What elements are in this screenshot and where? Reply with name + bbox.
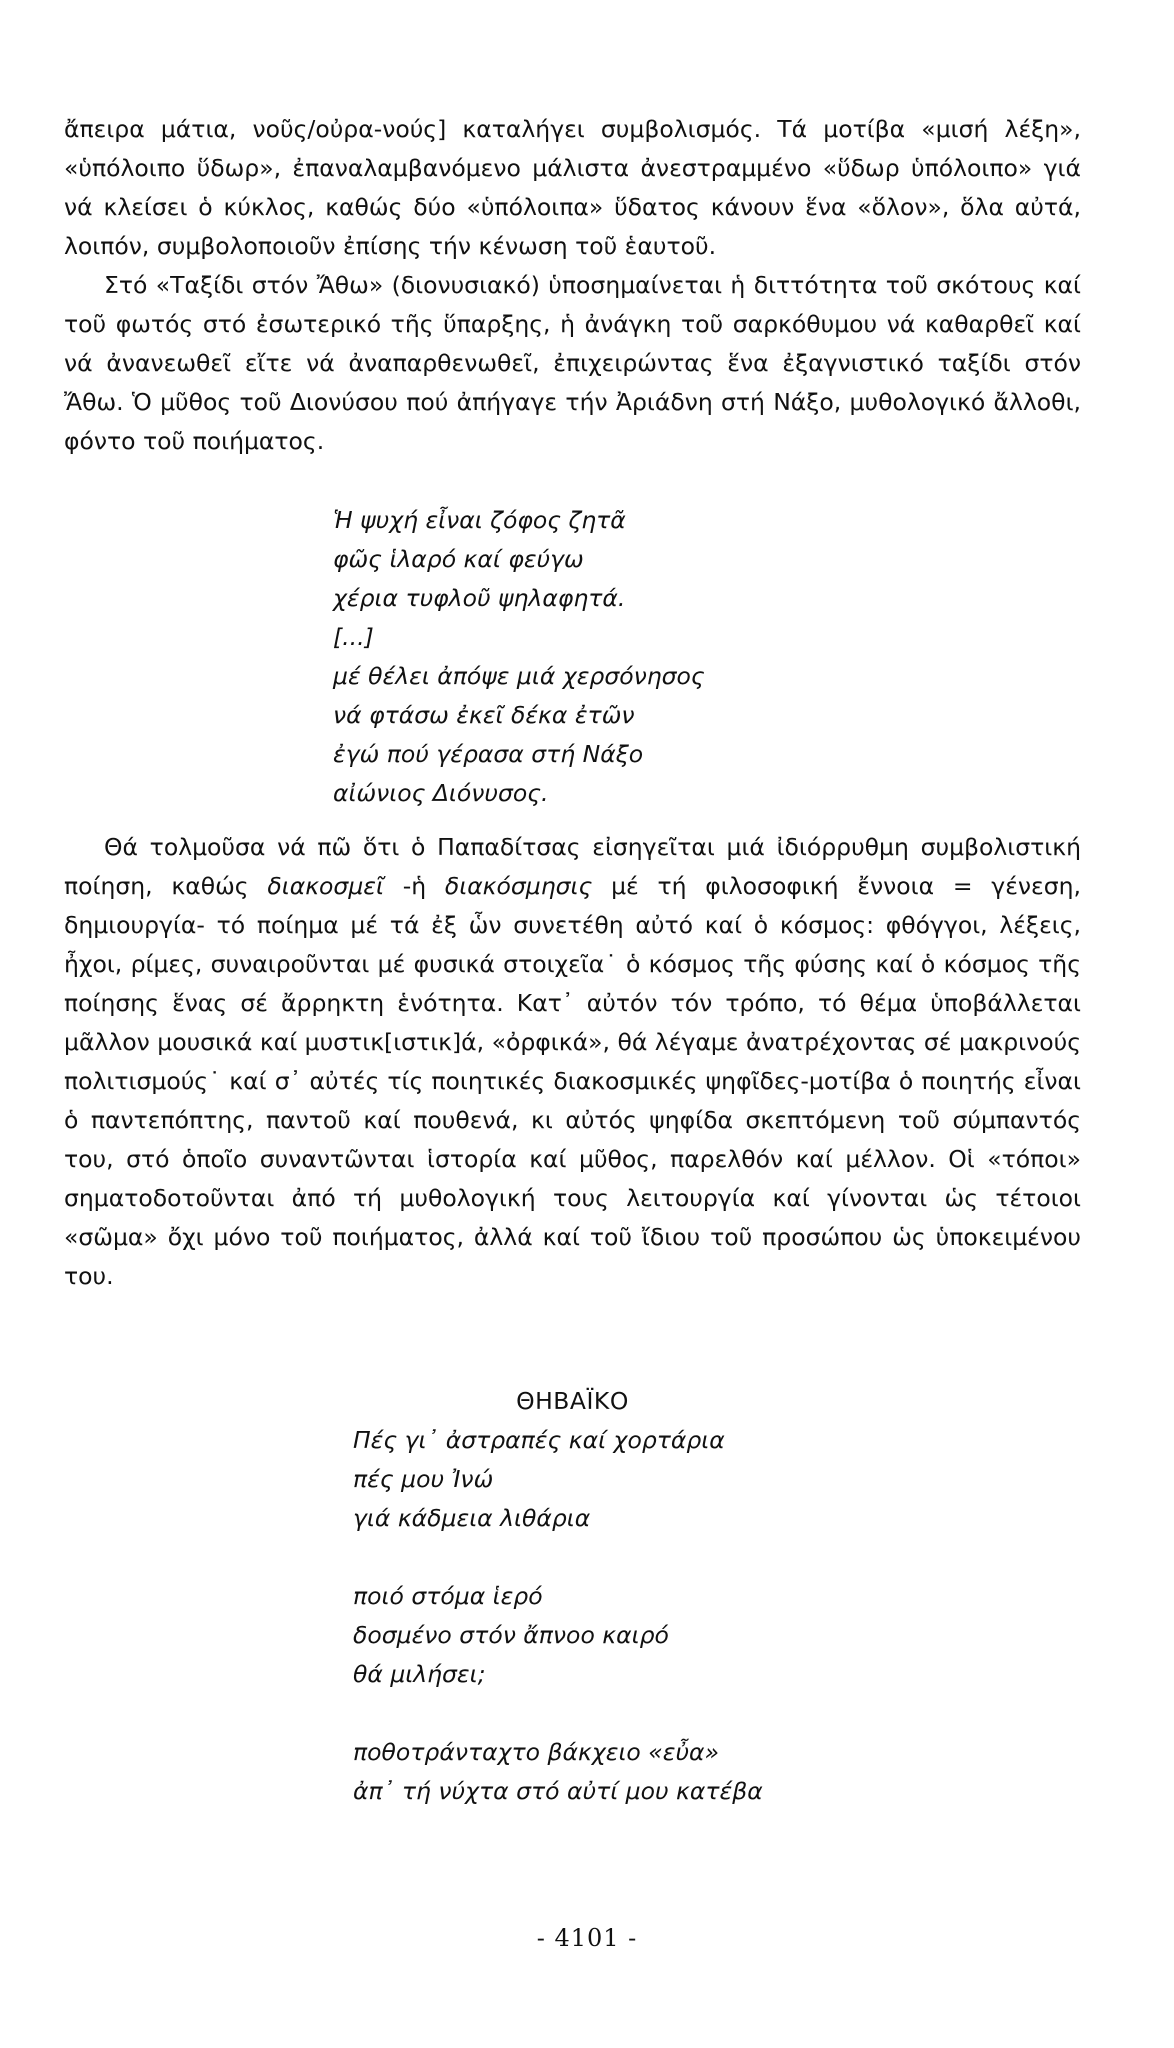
paragraph-1: ἄπειρα μάτια, νοῦς/οὐρα-νούς] καταλήγει συμβολισμός. Τά μοτίβα «μισή λέξη», «ὑπόλοιπο ὕδωρ», ἐπαναλαμβανόμενο μάλιστα ἀνεστραμμένο «ὕδωρ ὑπόλοιπο» γιά νά κλείσει ὁ κύκλος, καθώς δύο «ὑπόλοιπα» ὕδατος κάνουν ἕνα «ὅλον», ὅλα αὐτά, λοιπόν, συμβολοποιοῦν ἐπίσης τήν κένωση τοῦ ἑαυτοῦ. (64, 115, 1081, 260)
verse-2-line (353, 1538, 763, 1577)
verse-1-line: μέ θέλει ἀπόψε μιά χερσόνησος (333, 662, 705, 690)
paragraph-3-part-b: -ἡ (383, 872, 445, 900)
verse-1-line: ἐγώ πού γέρασα στή Νάξο (333, 740, 644, 768)
prose-block-top (64, 110, 1081, 461)
verse-1-line: αἰώνιος Διόνυσος. (333, 779, 549, 807)
verse-1-line: φῶς ἱλαρό καί φεύγω (333, 545, 584, 573)
verse-block-1 (333, 501, 705, 813)
poem-title: ΘΗΒΑΪΚΟ (516, 1387, 629, 1415)
verse-1-line: χέρια τυφλοῦ ψηλαφητά. (333, 584, 626, 612)
verse-2-line: ποιό στόμα ἱερό (353, 1582, 543, 1610)
verse-2-line: ποθοτράνταχτο βάκχειο «εὖα» (353, 1738, 720, 1766)
verse-2-line: θά μιλήσει; (353, 1660, 486, 1688)
page-number: - 4101 - (536, 1924, 638, 1952)
verse-1-line: Ἡ ψυχή εἶναι ζόφος ζητᾶ (333, 506, 626, 534)
emphasis-diakosmei: διακοσμεῖ (267, 872, 384, 900)
paragraph-3-part-a: Θά τολμοῦσα νά πῶ ὅτι ὁ Παπαδίτσας εἰσηγεῖται μιά ἰδιόρρυθμη συμβολιστική ποίηση, καθώς (64, 833, 1081, 900)
verse-2-line: δοσμένο στόν ἄπνοο καιρό (353, 1621, 669, 1649)
verse-2-line: πές μου Ἰνώ (353, 1465, 494, 1493)
verse-1-line: [...] (333, 623, 374, 651)
paragraph-3 (64, 828, 1081, 1296)
emphasis-diakosmisis: διακόσμησις (444, 872, 593, 900)
prose-block-middle (64, 828, 1081, 1296)
verse-block-2 (353, 1421, 763, 1811)
verse-2-line: Πές γι᾽ ἀστραπές καί χορτάρια (353, 1426, 725, 1454)
verse-2-line: γιά κάδμεια λιθάρια (353, 1504, 591, 1532)
paragraph-3-part-c: μέ τή φιλοσοφική ἔννοια = γένεση, δημιουργία- τό ποίημα μέ τά ἐξ ὧν συνετέθη αὐτό καί ὁ κόσμος: φθόγγοι, λέξεις, ἦχοι, ρίμες, συναιροῦνται μέ φυσικά στοιχεῖα˙ ὁ κόσμος τῆς φύσης καί ὁ κόσμος τῆς ποίησης ἕνας σέ ἄρρηκτη ἑνότητα. Κατ᾽ αὐτόν τόν τρόπο, τό θέμα ὑποβάλλεται μᾶλλον μουσικά καί μυστικ[ιστικ]ά, «ὀρφικά», θά λέγαμε ἀνατρέχοντας σέ μακρινούς πολιτισμούς˙ καί σ᾽ αὐτές τίς ποιητικές διακοσμικές ψηφῖδες-μοτίβα ὁ ποιητής εἶναι ὁ παντεπόπτης, παντοῦ καί πουθενά, κι αὐτός ψηφίδα σκεπτόμενη τοῦ σύμπαντός του, στό ὁποῖο συναντῶνται ἱστορία καί μῦθος, παρελθόν καί μέλλον. Οἱ «τόποι» σηματοδοτοῦνται ἀπό τή μυθολογική τους λειτουργία καί γίνονται ὡς τέτοιοι «σῶμα» ὄχι μόνο τοῦ ποιήματος, ἀλλά καί τοῦ ἴδιου τοῦ προσώπου ὡς ὑποκειμένου του. (64, 872, 1081, 1290)
paragraph-2: Στό «Ταξίδι στόν Ἄθω» (διονυσιακό) ὑποσημαίνεται ἡ διττότητα τοῦ σκότους καί τοῦ φωτός στό ἐσωτερικό τῆς ὕπαρξης, ἡ ἀνάγκη τοῦ σαρκόθυμου νά καθαρθεῖ καί νά ἀνανεωθεῖ εἴτε νά ἀναπαρθενωθεῖ, ἐπιχειρώντας ἕνα ἐξαγνιστικό ταξίδι στόν Ἄθω. Ὁ μῦθος τοῦ Διονύσου πού ἀπήγαγε τήν Ἀριάδνη στή Νάξο, μυθολογικό ἄλλοθι, φόντο τοῦ ποιήματος. (64, 271, 1081, 455)
verse-2-line (353, 1694, 763, 1733)
verse-1-line: νά φτάσω ἐκεῖ δέκα ἐτῶν (333, 701, 635, 729)
verse-2-line: ἀπ᾽ τή νύχτα στό αὐτί μου κατέβα (353, 1777, 763, 1805)
